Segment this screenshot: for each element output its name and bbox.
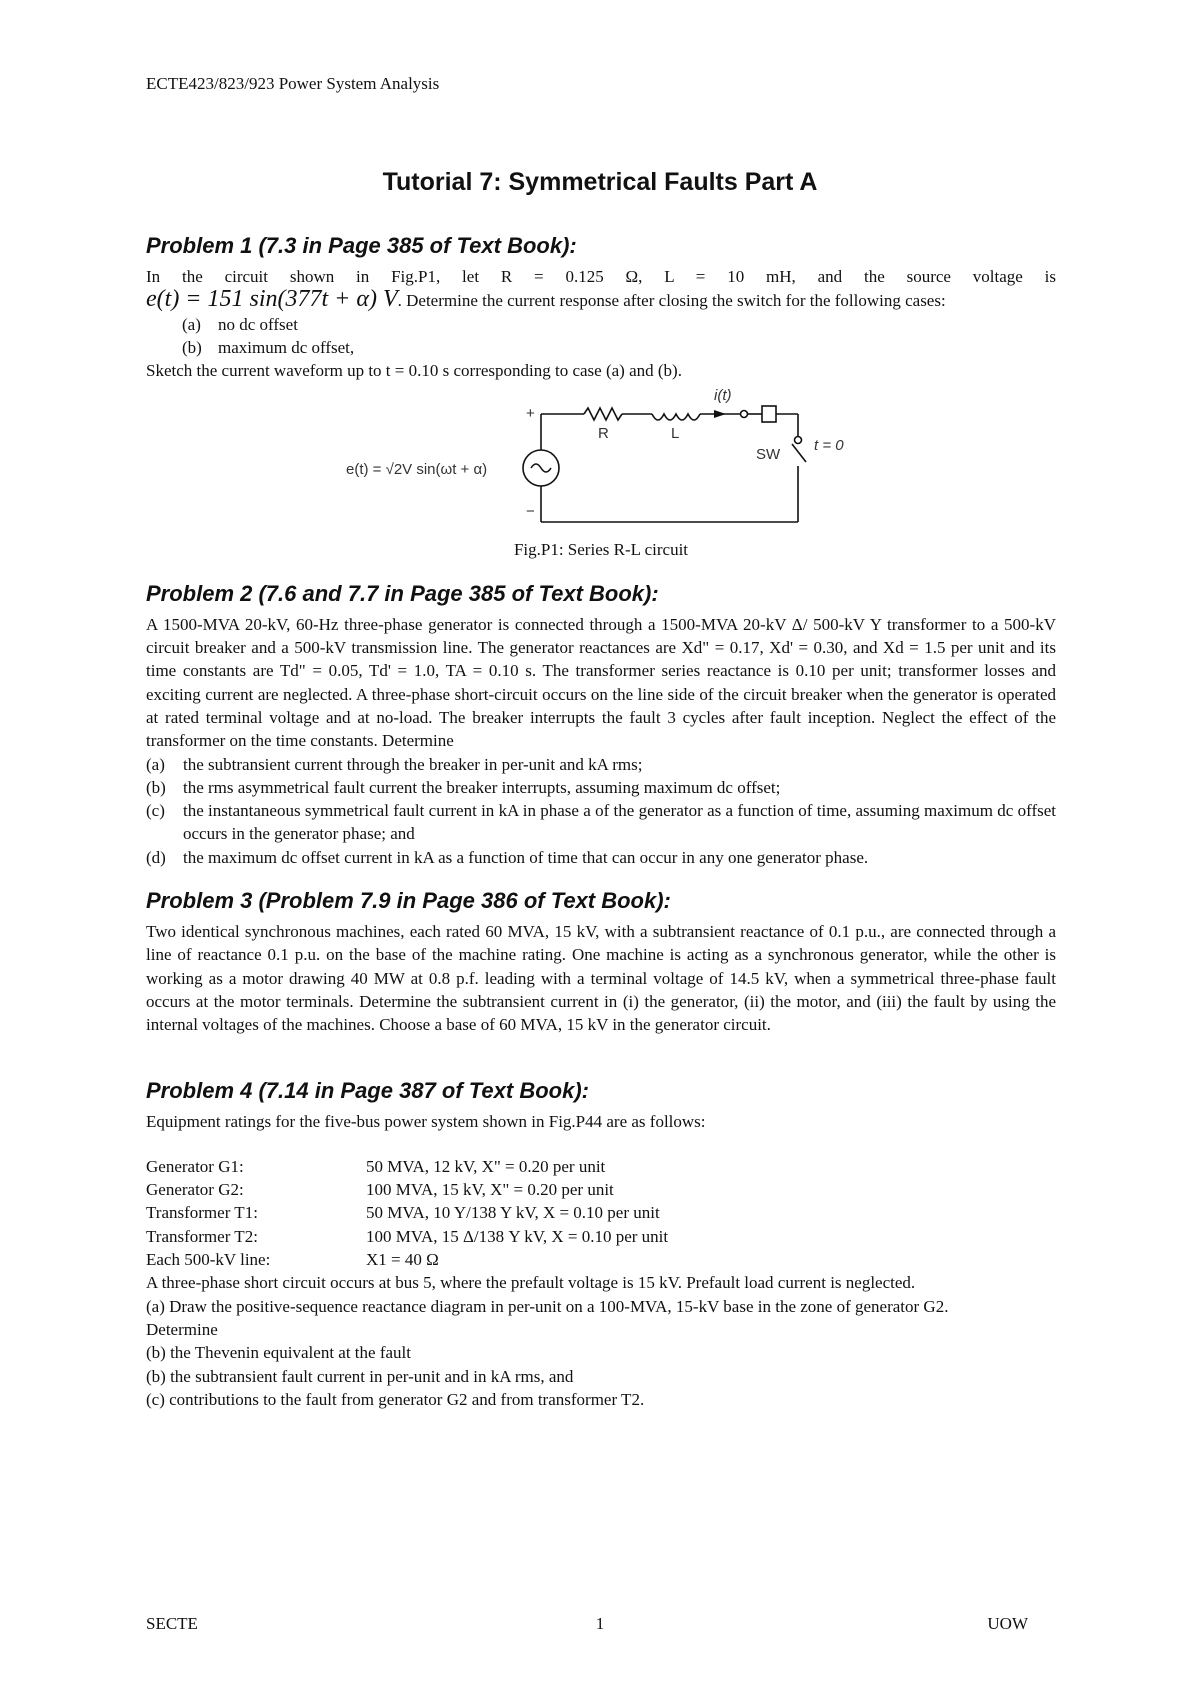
source-voltage-equation: e(t) = 151 sin(377t + α) V [146, 286, 398, 313]
problem-4-determine: Determine [146, 1319, 218, 1339]
minus-sign: − [526, 503, 535, 521]
problem-2-items [146, 753, 1056, 869]
problem-4-part: (b) the Thevenin equivalent at the fault [146, 1343, 411, 1363]
series-rl-circuit-diagram [316, 386, 876, 538]
problem-4-part: (c) contributions to the fault from generator G2 and from transformer T2. [146, 1389, 645, 1409]
document-body [146, 232, 1056, 1411]
list-item: (d) the maximum dc offset current in kA as a function of time that can occur in any one generator phase. [146, 847, 869, 867]
terminal-node [741, 411, 748, 418]
problem-2-heading: Problem 2 (7.6 and 7.7 in Page 385 of Text Book): [146, 580, 659, 606]
problem-3-body: Two identical synchronous machines, each rated 60 MVA, 15 kV, with a subtransient reactance of 0.1 p.u., are connected through a line of reactance 0.1 p.u. on the base of the machine rating. One machine is acting as a synchronous generator, while the other is working as a motor drawing 40 MW at 0.8 p.f. leading with a terminal voltage of 14.5 kV, when a symmetrical three-phase fault occurs at the motor terminals. Determine the subtransient current in (i) the generator, (ii) the motor, and (iii) the fault by using the internal voltages of the machines. Choose a base of 60 MVA, 15 kV in the generator circuit. [146, 922, 1056, 1035]
table-row: Transformer T1: 50 MVA, 10 Y/138 Y kV, X = 0.10 per unit [146, 1203, 660, 1223]
list-item: (b) maximum dc offset, [182, 337, 355, 357]
problem-1-intro-line2 [146, 288, 1056, 312]
problem-4-intro: Equipment ratings for the five-bus power system shown in Fig.P44 are as follows: [146, 1111, 706, 1131]
list-item: (b) the rms asymmetrical fault current the breaker interrupts, assuming maximum dc offset; [146, 777, 781, 797]
list-item: (c) the instantaneous symmetrical fault current in kA in phase a of the generator as a function of time, assuming maximum dc offset occurs in the generator phase; and [146, 801, 1056, 844]
table-row: Generator G2: 100 MVA, 15 kV, X" = 0.20 per unit [146, 1180, 614, 1200]
resistor-label: R [598, 425, 609, 443]
table-row: Transformer T2: 100 MVA, 15 Δ/138 Y kV, X = 0.10 per unit [146, 1226, 669, 1246]
problem-1 [146, 232, 1056, 562]
switch-time-label: t = 0 [814, 437, 844, 455]
switch-contact-top [795, 437, 802, 444]
footer-left: SECTE [146, 1614, 198, 1633]
table-row: Generator G1: 50 MVA, 12 kV, X" = 0.20 per unit [146, 1156, 606, 1176]
list-item: (a) no dc offset [182, 314, 298, 334]
problem-4-part: (b) the subtransient fault current in per-unit and in kA rms, and [146, 1366, 574, 1386]
problem-3-heading: Problem 3 (Problem 7.9 in Page 386 of Text Book): [146, 888, 671, 914]
problem-1-heading: Problem 1 (7.3 in Page 385 of Text Book): [146, 233, 577, 258]
table-row: Each 500-kV line: X1 = 40 Ω [146, 1250, 439, 1270]
problem-4 [146, 1077, 1056, 1412]
problem-1-sketch: Sketch the current waveform up to t = 0.10 s corresponding to case (a) and (b). [146, 361, 682, 381]
source-voltage-label: e(t) = √2V sin(ωt + α) [346, 461, 488, 479]
resistor [584, 408, 622, 420]
running-header: ECTE423/823/923 Power System Analysis [146, 74, 440, 93]
problem-1-intro: In the circuit shown in Fig.P1, let R = 0.125 Ω, L = 10 mH, and the source voltage is [146, 267, 1056, 286]
list-item: (a) the subtransient current through the breaker in per-unit and kA rms; [146, 754, 643, 774]
inductor-label: L [671, 425, 680, 443]
problem-3 [146, 887, 1056, 1036]
problem-1-cases [146, 313, 1056, 360]
current-arrow-icon [714, 410, 726, 418]
document-title: Tutorial 7: Symmetrical Faults Part A [382, 168, 818, 196]
problem-4-statement: A three-phase short circuit occurs at bus 5, where the prefault voltage is 15 kV. Prefault load current is neglected. [146, 1273, 916, 1293]
switch-label: SW [756, 446, 781, 464]
current-label: i(t) [714, 387, 732, 405]
switch-box [762, 406, 776, 422]
problem-4-heading: Problem 4 (7.14 in Page 387 of Text Book): [146, 1077, 589, 1103]
page-number: 1 [595, 1614, 605, 1633]
plus-sign: + [526, 405, 535, 423]
equipment-ratings-table [146, 1155, 668, 1271]
figure-caption: Fig.P1: Series R-L circuit [513, 540, 689, 560]
problem-2-body: A 1500-MVA 20-kV, 60-Hz three-phase generator is connected through a 1500-MVA 20-kV Δ/ 500-kV Y transformer to a 500-kV circuit breaker and a 500-kV transmission line. The generator reactances are Xd" = 0.17, Xd' = 0.30, and Xd = 1.5 per unit and its time constants are Td" = 0.05, Td' = 1.0, TA = 0.10 s. The transformer series reactance is 0.10 per unit; transformer losses and exciting current are neglected. A three-phase short-circuit occurs on the line side of the circuit breaker when the generator is operated at rated terminal voltage and at no-load. The breaker interrupts the fault 3 cycles after fault inception. Neglect the effect of the transformer on the time constants. Determine [146, 614, 1056, 751]
switch-blade [792, 444, 806, 462]
inductor [652, 414, 700, 420]
sine-symbol [531, 464, 551, 472]
footer-right: UOW [987, 1614, 1028, 1633]
problem-4-part-a: (a) Draw the positive-sequence reactance diagram in per-unit on a 100-MVA, 15-kV base in the zone of generator G2. [146, 1296, 949, 1316]
problem-2 [146, 580, 1056, 869]
circuit-figure [146, 386, 1056, 538]
problem-1-intro2: . Determine the current response after closing the switch for the following cases: [397, 291, 946, 311]
